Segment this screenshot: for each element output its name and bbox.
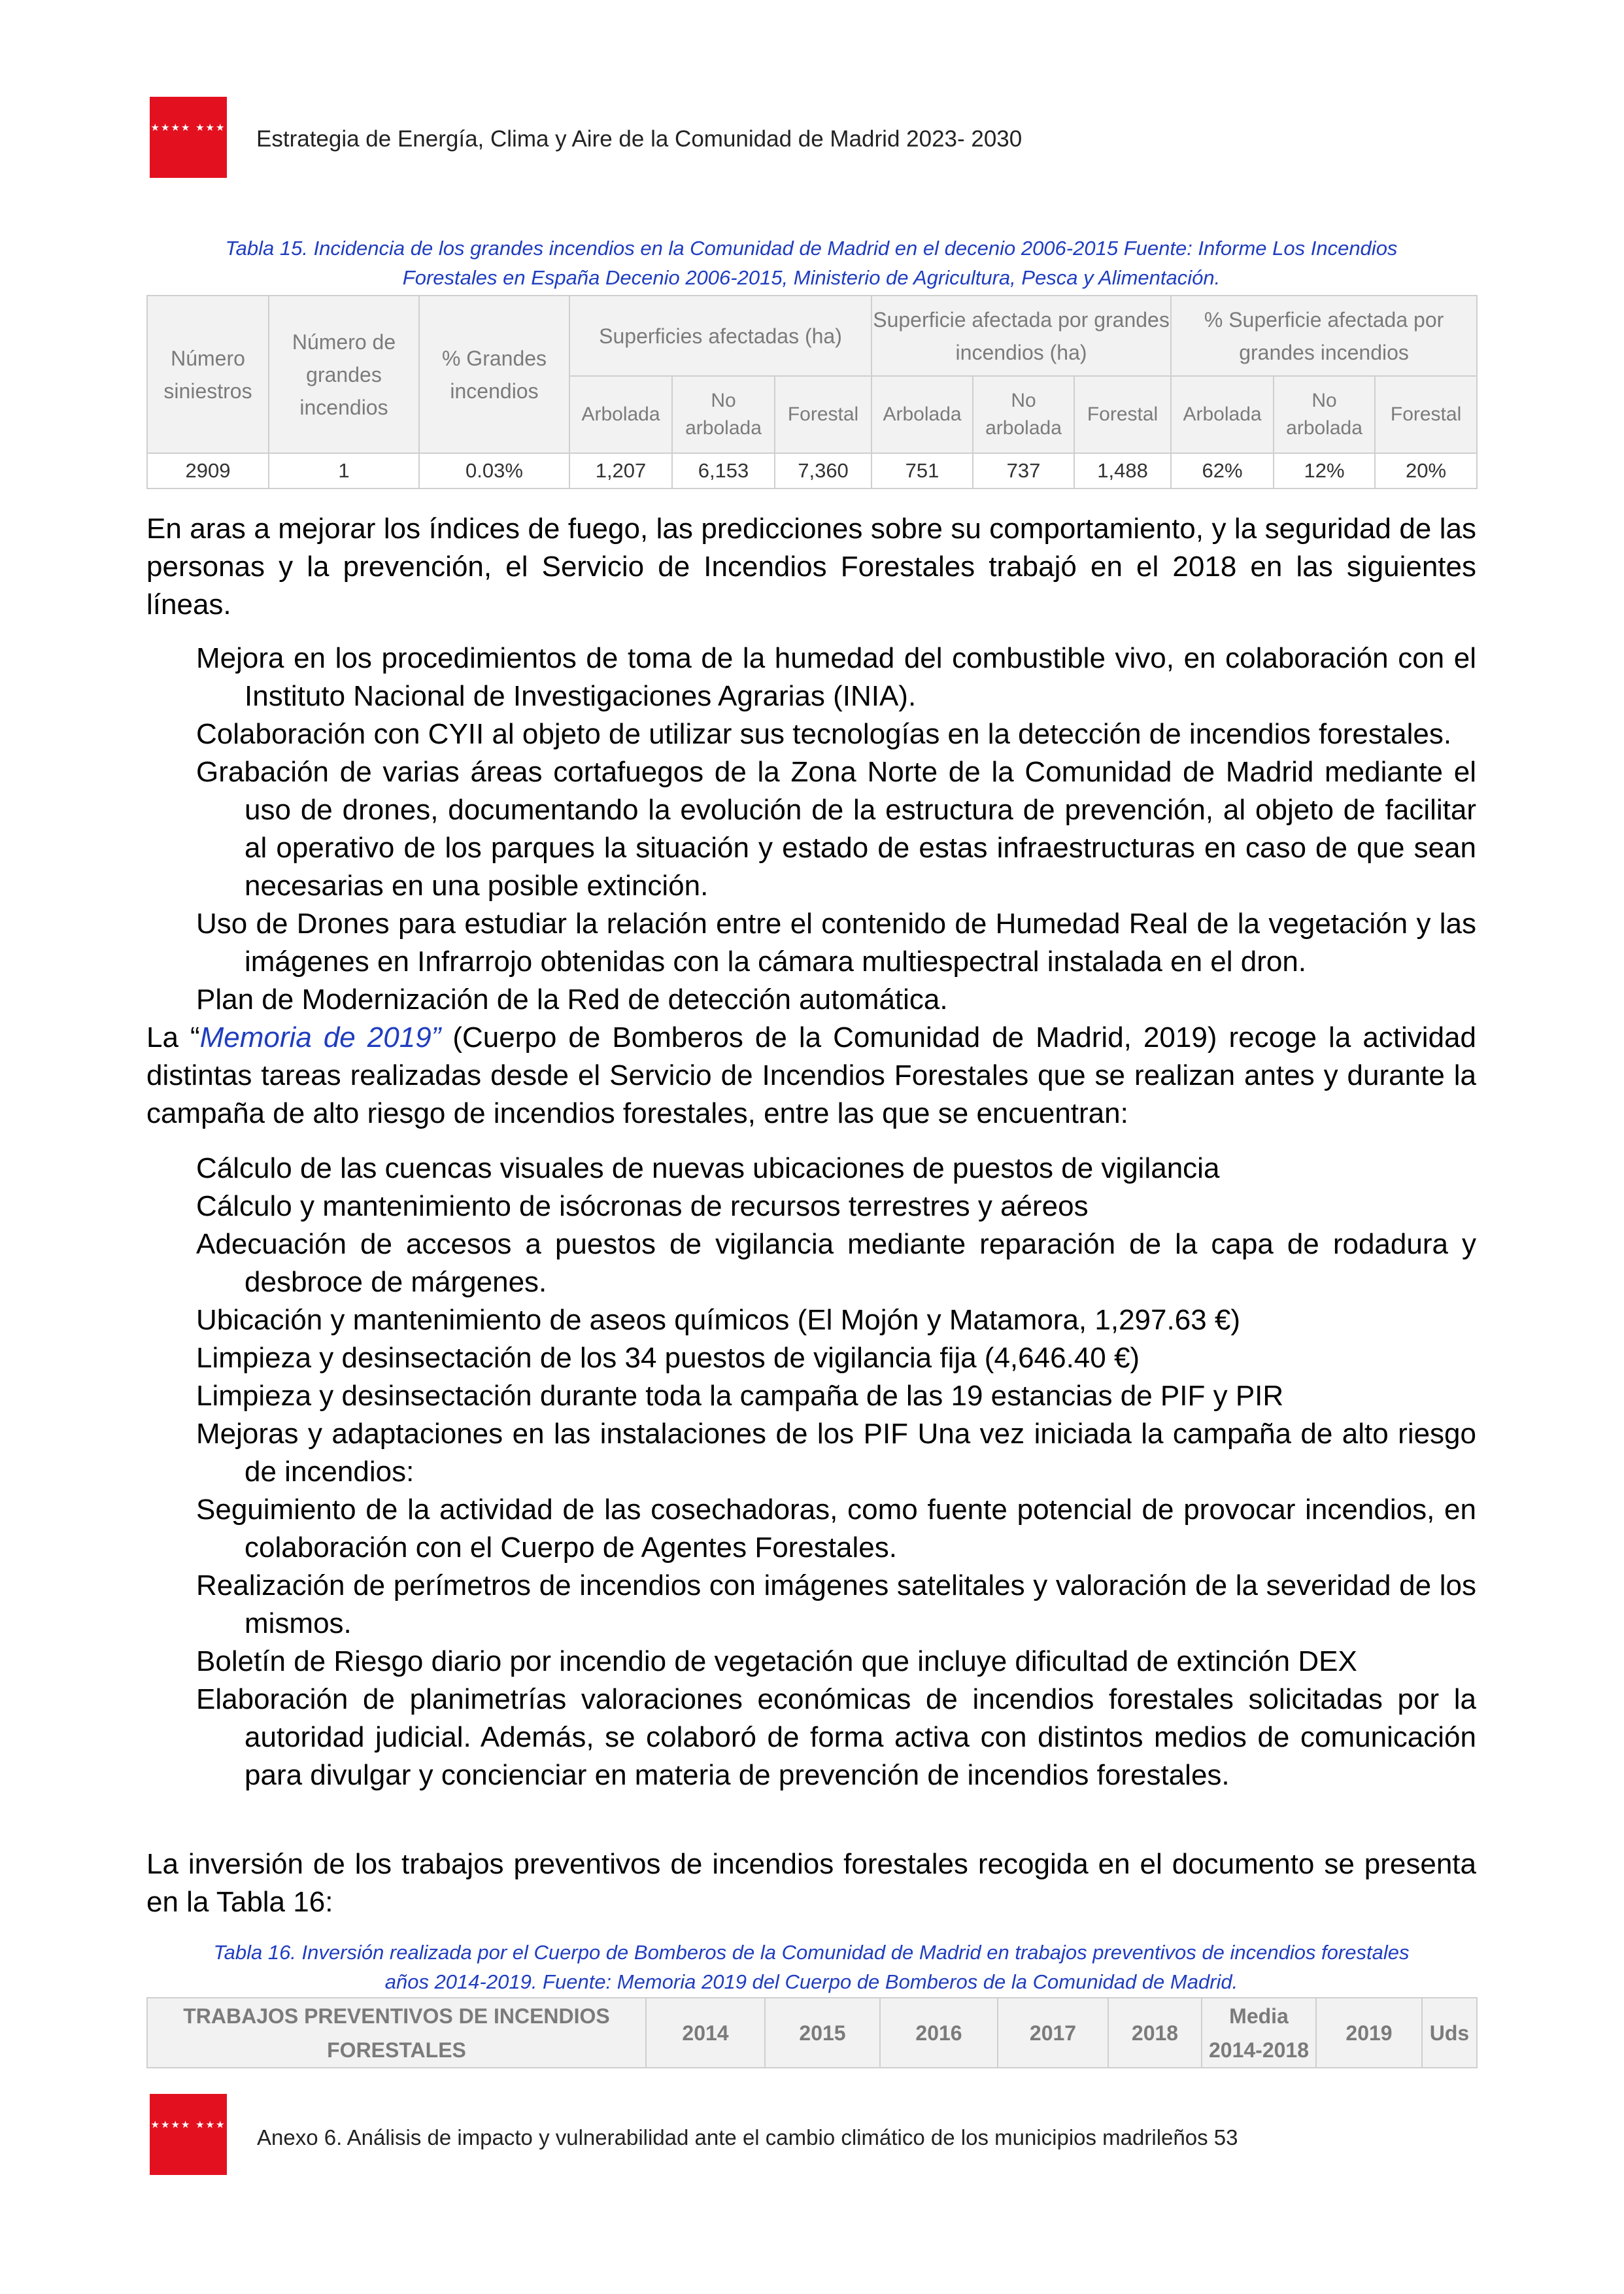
list-item: Ubicación y mantenimiento de aseos químicos (El Mojón y Matamora, 1,297.63 €) [196,1304,1240,1336]
page-footer: Anexo 6. Análisis de impacto y vulnerabilidad ante el cambio climático de los municipios madrileños 53 [257,2125,1238,2149]
tareas-list [196,1150,1476,1794]
text-suffix: (Cuerpo de Bomberos de la Comunidad de Madrid, 2019) recoge la actividad distintas tareas realizadas desde el Servicio de Incendios Forestales que se realizan antes y durante la campaña de alto riesgo de incendios forestales, entre las que se encuentran: [146,1021,1476,1129]
th-forestal: Forestal [1074,376,1171,453]
th-2016: 2016 [880,1998,998,2068]
th-2015: 2015 [765,1998,880,2068]
list-item: Seguimiento de la actividad de las cosechadoras, como fuente potencial de provocar incendios, en colaboración con el Cuerpo de Agentes Forestales. [196,1494,1476,1564]
list-item: Mejora en los procedimientos de toma de la humedad del combustible vivo, en colaboración con el Instituto Nacional de Investigaciones Agrarias (INIA). [196,642,1476,712]
table-cell: 737 [973,453,1074,488]
lineas-trabajo-list [196,640,1476,1019]
table-cell: 1,488 [1074,453,1171,488]
list-item: Uso de Drones para estudiar la relación entre el contenido de Humedad Real de la vegetación y las imágenes en Infrarrojo obtenidas con la cámara multiespectral instalada en el dron. [196,908,1476,978]
list-item: Cálculo y mantenimiento de isócronas de recursos terrestres y aéreos [196,1190,1089,1222]
table15 [146,295,1478,489]
table-cell: 62% [1171,453,1274,488]
paragraph-intro [146,510,1476,624]
th-forestal: Forestal [1375,376,1477,453]
table15-caption-line1: Tabla 15. Incidencia de los grandes incendios en la Comunidad de Madrid en el decenio 2006-2015 Fuente: Informe Los Incendios [225,237,1398,260]
th-forestal: Forestal [775,376,871,453]
table-cell: 1 [269,453,419,488]
paragraph-text [146,1019,1476,1133]
table16-caption [146,1938,1476,1996]
th-arbolada: Arbolada [569,376,672,453]
paragraph-memoria [146,1019,1476,1133]
th-no-arbolada: No arbolada [1274,376,1375,453]
table-cell: 0.03% [419,453,569,488]
list-item: Mejoras y adaptaciones en las instalaciones de los PIF Una vez iniciada la campaña de alto riesgo de incendios: [196,1418,1476,1488]
paragraph-text: La inversión de los trabajos preventivos de incendios forestales recogida en el documento se presenta en la Tabla 16: [146,1848,1476,1918]
document-header-title: Estrategia de Energía, Clima y Aire de la Comunidad de Madrid 2023- 2030 [256,126,1023,152]
th-trabajos-preventivos: TRABAJOS PREVENTIVOS DE INCENDIOS FORESTALES [147,1998,646,2068]
table-row [147,453,1477,488]
th-numero-siniestros: Número siniestros [147,296,269,453]
list-item: Plan de Modernización de la Red de detección automática. [196,984,948,1016]
table-cell: 12% [1274,453,1375,488]
th-2014: 2014 [646,1998,765,2068]
list-item: Limpieza y desinsectación durante toda la campaña de las 19 estancias de PIF y PIR [196,1380,1284,1412]
list-item: Realización de perímetros de incendios con imágenes satelitales y valoración de la severidad de los mismos. [196,1569,1476,1639]
table-cell: 6,153 [672,453,775,488]
table-cell: 7,360 [775,453,871,488]
table16-caption-line2: años 2014-2019. Fuente: Memoria 2019 del Cuerpo de Bomberos de la Comunidad de Madrid. [384,1970,1238,1993]
th-2019: 2019 [1316,1998,1422,2068]
memoria-2019-link[interactable]: Memoria de 2019” [199,1021,441,1053]
th-numero-grandes-incendios: Número de grandes incendios [269,296,419,453]
footer-comunidad-madrid-logo [150,2094,227,2175]
list-item: Limpieza y desinsectación de los 34 puestos de vigilancia fija (4,646.40 €) [196,1342,1140,1374]
th-no-arbolada: No arbolada [973,376,1074,453]
list-item: Elaboración de planimetrías valoraciones económicas de incendios forestales solicitadas por la autoridad judicial. Además, se colaboró de forma activa con distintos medios de comunicación para divulgar y concienciar en materia de prevención de incendios forestales. [196,1683,1476,1791]
table15-caption [146,233,1476,292]
logo-stars: ★★★★ ★★★ [150,122,226,133]
th-2018: 2018 [1108,1998,1202,2068]
list-item: Cálculo de las cuencas visuales de nuevas ubicaciones de puestos de vigilancia [196,1152,1220,1184]
list-item: Colaboración con CYII al objeto de utilizar sus tecnologías en la detección de incendios forestales. [196,718,1452,750]
table16-caption-line1: Tabla 16. Inversión realizada por el Cuerpo de Bomberos de la Comunidad de Madrid en trabajos preventivos de incendios forestales [213,1941,1410,1964]
th-pct-superficie-grandes: % Superficie afectada por grandes incendios [1171,296,1477,376]
table-cell: 20% [1375,453,1477,488]
th-superficies-afectadas: Superficies afectadas (ha) [569,296,871,376]
list-item: Grabación de varias áreas cortafuegos de la Zona Norte de la Comunidad de Madrid mediante el uso de drones, documentando la evolución de la estructura de prevención, al objeto de facilitar al operativo de los parques la situación y estado de estas infraestructuras en caso de que sean necesarias en una posible extinción. [196,756,1476,902]
th-uds: Uds [1422,1998,1477,2068]
comunidad-madrid-logo [150,97,227,178]
th-arbolada: Arbolada [871,376,973,453]
paragraph-inversion [146,1845,1476,1921]
th-pct-grandes-incendios: % Grandes incendios [419,296,569,453]
table16 [146,1997,1478,2068]
th-2017: 2017 [998,1998,1108,2068]
table-cell: 2909 [147,453,269,488]
list-item: Adecuación de accesos a puestos de vigilancia mediante reparación de la capa de rodadura y desbroce de márgenes. [196,1228,1476,1298]
list-item: Boletín de Riesgo diario por incendio de vegetación que incluye dificultad de extinción DEX [196,1645,1357,1677]
paragraph-text: En aras a mejorar los índices de fuego, las predicciones sobre su comportamiento, y la seguridad de las personas y la prevención, el Servicio de Incendios Forestales trabajó en el 2018 en las siguientes líneas. [146,513,1476,621]
th-superficie-grandes-incendios: Superficie afectada por grandes incendios (ha) [871,296,1171,376]
logo-stars: ★★★★ ★★★ [150,2119,226,2131]
text-prefix: La “ [146,1021,200,1053]
table-cell: 751 [871,453,973,488]
th-no-arbolada: No arbolada [672,376,775,453]
table-cell: 1,207 [569,453,672,488]
th-arbolada: Arbolada [1171,376,1274,453]
th-media-2014-2018: Media 2014-2018 [1202,1998,1316,2068]
table15-caption-line2: Forestales en España Decenio 2006-2015, Ministerio de Agricultura, Pesca y Alimentación. [402,266,1221,289]
